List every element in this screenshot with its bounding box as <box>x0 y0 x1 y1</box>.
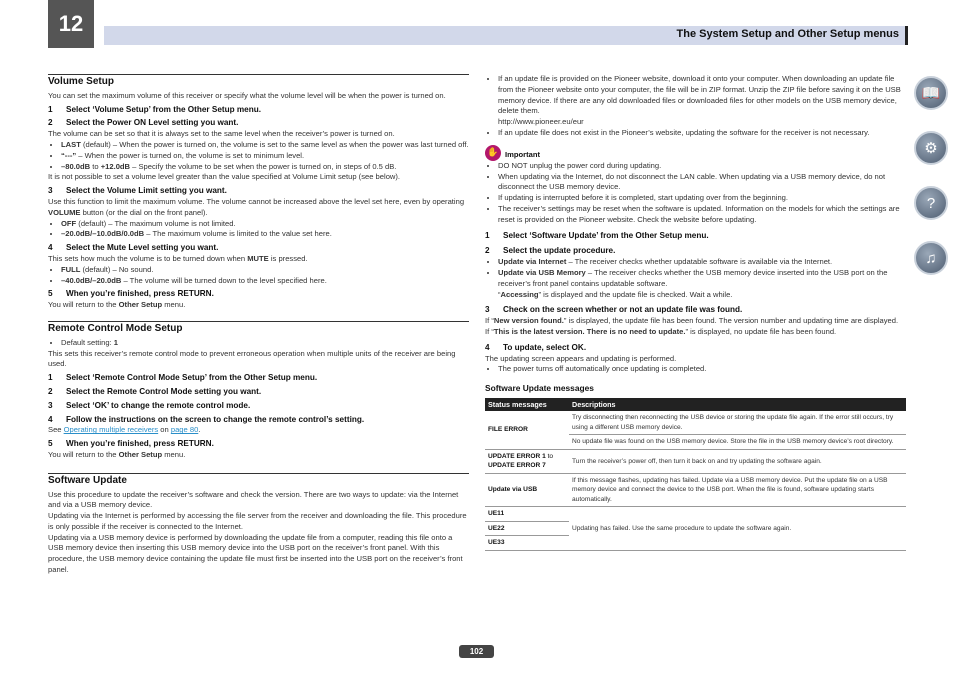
book-icon[interactable]: 📖 <box>914 76 948 110</box>
column-header-status: Status messages <box>485 398 569 412</box>
status-code: UE11 <box>485 507 569 522</box>
status-code: UPDATE ERROR 1 to UPDATE ERROR 7 <box>485 449 569 473</box>
power-on-level-options <box>48 140 469 172</box>
chapter-number: 12 <box>48 0 94 48</box>
volume-step-1: 1 Select ‘Volume Setup’ from the Other Setup menu. <box>48 104 262 114</box>
list-item: • FULL (default) – No sound. <box>61 265 469 276</box>
volume-setup-heading: Volume Setup <box>48 74 469 88</box>
update-step-3: 3 Check on the screen whether or not an update file was found. <box>485 305 743 315</box>
software-p2: Updating via the Internet is performed by accessing the file server from the receiver and downloading the file. This procedure is only possible if the receiver is connected to the Internet. <box>48 511 467 531</box>
list-item: • Default setting: 1 <box>61 338 469 349</box>
table-header-row <box>485 398 906 412</box>
status-description: Updating has failed. Use the same procedure to update the software again. <box>569 507 906 551</box>
music-notes-icon[interactable]: ♫ <box>914 241 948 275</box>
status-code: FILE ERROR <box>485 411 569 449</box>
status-description: Try disconnecting then reconnecting the USB device or storing the update file again. If the error still occurs, try using a different USB memory device. <box>569 411 906 435</box>
list-item: • –40.0dB/–20.0dB – The volume will be turned down to the level specified here. <box>61 276 469 287</box>
volume-step-5: 5 When you’re finished, press RETURN. <box>48 289 214 299</box>
update-step-4-notes <box>485 364 906 375</box>
table-row <box>485 411 906 435</box>
list-item: • –20.0dB/–10.0dB/0.0dB – The maximum volume is limited to the value set here. <box>61 229 469 240</box>
header-bar <box>104 26 908 45</box>
list-item: • DO NOT unplug the power cord during updating. <box>498 161 906 172</box>
messages-table <box>485 398 906 551</box>
column-header-description: Descriptions <box>569 398 906 412</box>
table-row <box>485 507 906 522</box>
list-item: • If updating is interrupted before it is completed, start updating over from the beginning. <box>498 193 906 204</box>
update-step-4-desc: The updating screen appears and updating is performed. <box>485 353 677 363</box>
table-row <box>485 473 906 507</box>
header-title: The System Setup and Other Setup menus <box>676 28 899 40</box>
volume-limit-options <box>48 219 469 241</box>
remote-step-1: 1 Select ‘Remote Control Mode Setup’ from the Other Setup menu. <box>48 373 318 383</box>
update-step-1: 1 Select ‘Software Update’ from the Other Setup menu. <box>485 230 709 240</box>
volume-step-4: 4 Select the Mute Level setting you want. <box>48 243 219 253</box>
important-list <box>485 161 906 226</box>
right-column <box>485 74 906 551</box>
volume-step-3: 3 Select the Volume Limit setting you want. <box>48 186 227 196</box>
remote-see-also: See Operating multiple receivers on page 80. <box>48 425 201 435</box>
update-step-3-latest: If “This is the latest version. There is no need to update.” is displayed, no update file has been found. <box>485 326 837 336</box>
list-item: • OFF (default) – The maximum volume is not limited. <box>61 219 469 230</box>
left-column <box>48 74 469 576</box>
volume-step-2-desc: The volume can be set so that it is always set to the same level when the receiver’s power is turned on. <box>48 129 395 139</box>
important-label: ✋ Important <box>485 145 906 161</box>
remote-intro: This sets this receiver’s remote control mode to prevent erroneous operation when multiple units of the receiver are being used. <box>48 348 456 369</box>
volume-intro: You can set the maximum volume of this receiver or specify what the volume level will be when the power is turned on. <box>48 90 446 100</box>
software-update-heading: Software Update <box>48 473 469 487</box>
volume-step-3-desc: Use this function to limit the maximum volume. The volume cannot be increased above the level set here, even by operating VOLUME button (or the dial on the front panel). <box>48 196 465 217</box>
mute-level-options <box>48 265 469 287</box>
status-description: No update file was found on the USB memory device. Store the file in the USB memory device’s root directory. <box>569 435 906 450</box>
status-code: UE33 <box>485 536 569 551</box>
list-item: • –80.0dB to +12.0dB – Specify the volume to be set when the power is turned on, in steps of 0.5 dB. <box>61 162 469 173</box>
page-80-link[interactable]: page 80 <box>170 425 199 435</box>
software-p3: Updating via a USB memory device is performed by downloading the update file from a computer, reading this file onto a USB memory device then inserting this USB memory device into the USB port on the receiver’s front panel. With this procedure, the USB memory device containing the update file must first be inserted into the USB port on the receiver’s front panel. <box>48 532 463 575</box>
list-item: • “---” – When the power is turned on, the volume is set to minimum level. <box>61 151 469 162</box>
volume-step-2-note: It is not possible to set a volume level greater than the value specified at Volume Limit setup (see below). <box>48 172 401 182</box>
remote-step-3: 3 Select ‘OK’ to change the remote control mode. <box>48 400 251 410</box>
update-file-notes <box>485 74 906 139</box>
messages-heading: Software Update messages <box>485 383 594 394</box>
volume-step-5-desc: You will return to the Other Setup menu. <box>48 300 186 310</box>
operating-multiple-receivers-link[interactable]: Operating multiple receivers <box>63 425 159 435</box>
table-row <box>485 449 906 473</box>
update-step-4: 4 To update, select OK. <box>485 342 587 352</box>
remote-step-4: 4 Follow the instructions on the screen to change the remote control’s setting. <box>48 414 365 424</box>
remote-step-2: 2 Select the Remote Control Mode setting you want. <box>48 386 262 396</box>
list-item: • If an update file does not exist in the Pioneer’s website, updating the software for the receiver is not necessary. <box>498 128 906 139</box>
remote-default <box>48 338 469 349</box>
list-item: • When updating via the Internet, do not disconnect the LAN cable. When updating via a USB memory device, do not disconnect the USB memory device. <box>498 172 906 194</box>
software-p1: Use this procedure to update the receiver’s software and check the version. There are two ways to update: via the Internet and via a USB memory device. <box>48 489 459 510</box>
list-item: • The receiver’s settings may be reset when the software is updated. Information on the models for which the settings are reset is provided on the Pioneer website. Check the website before updating. <box>498 204 906 226</box>
volume-step-2: 2 Select the Power ON Level setting you want. <box>48 118 239 128</box>
status-code: Update via USB <box>485 473 569 507</box>
list-item: • Update via Internet – The receiver checks whether updatable software is available via the Internet. <box>498 257 906 268</box>
page-number: 102 <box>459 645 494 658</box>
faq-icon[interactable]: ? <box>914 186 948 220</box>
status-description: Turn the receiver’s power off, then turn it back on and try updating the software again. <box>569 449 906 473</box>
list-item: • The power turns off automatically once updating is completed. <box>498 364 906 375</box>
pioneer-url: http://www.pioneer.eu/eur <box>498 117 584 127</box>
list-item: • Update via USB Memory – The receiver checks whether the USB memory device inserted into the USB port on the receiver’s front panel contains updatable software. “Accessing” is displayed and the update file is checked. Wait a while. <box>498 268 906 300</box>
list-item: • LAST (default) – When the power is turned on, the volume is set to the same level as when the power was last turned off. <box>61 140 469 151</box>
remote-step-5-desc: You will return to the Other Setup menu. <box>48 449 186 459</box>
list-item: • If an update file is provided on the Pioneer website, download it onto your computer. When downloading an update file from the Pioneer website onto your computer, the file will be in ZIP format. Unzip the ZIP file before saving it on the USB memory device. If there are any old downloaded files or downloaded files for other models on the USB memory device, delete them. http://www.pioneer.eu/eur <box>498 74 906 128</box>
settings-menu-icon[interactable]: ⚙ <box>914 131 948 165</box>
volume-step-4-desc: This sets how much the volume is to be turned down when MUTE is pressed. <box>48 253 308 263</box>
status-code: UE22 <box>485 521 569 536</box>
update-step-2: 2 Select the update procedure. <box>485 246 616 256</box>
update-procedure-options <box>485 257 906 300</box>
remote-control-heading: Remote Control Mode Setup <box>48 321 469 335</box>
remote-step-5: 5 When you’re finished, press RETURN. <box>48 439 214 449</box>
update-step-3-found: If “New version found.” is displayed, the update file has been found. The version number and updating time are displayed. <box>485 316 899 326</box>
warning-hand-icon: ✋ <box>485 145 501 161</box>
status-description: If this message flashes, updating has failed. Update via a USB memory device. Put the update file on a USB memory device and connect the device to the USB port. When the file is found, software updating starts automatically. <box>569 473 906 507</box>
